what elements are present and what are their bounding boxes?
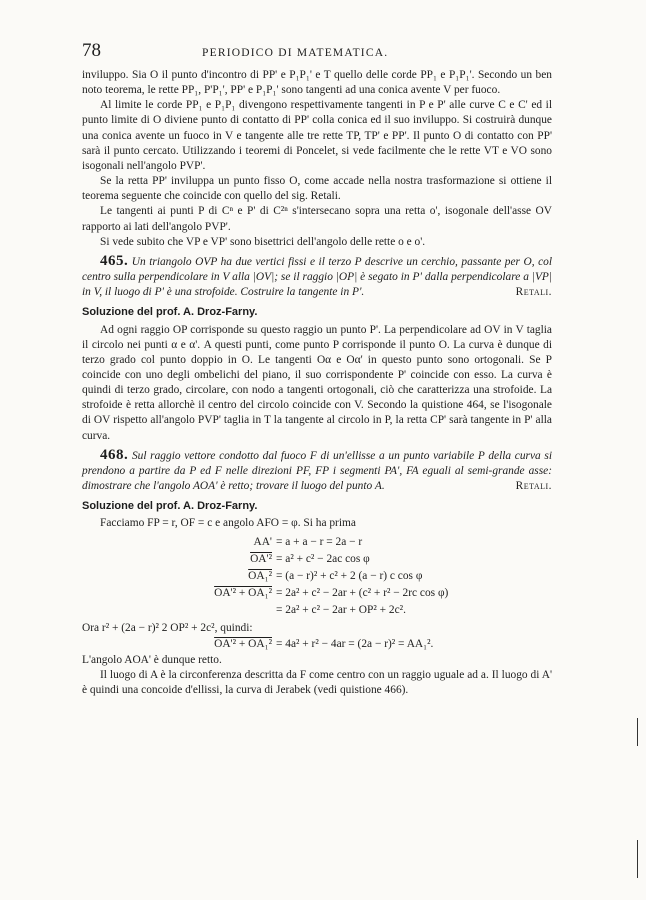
solution-heading: Soluzione del prof. A. Droz-Farny. <box>82 306 258 319</box>
equation-lhs: AA' <box>253 535 272 548</box>
problem-text: Sul raggio vettore condotto dal fuoco F di un'ellisse a un punto variabile P della curva si prendono a partire da P ed F nelle direzioni PF, FP i segmenti PA', FA eguali al semi-grande asse: dimostrare che l'angolo AOA' è retto; trovare il luogo del punto A. <box>82 449 552 493</box>
solution-text: Ad ogni raggio OP corrisponde su questo raggio un punto P'. La perpendicolare ad OV in V taglia il circolo nei punti α e α'. A questi punti, come punto P corrisponde il punto O. La curva è dunque di terzo grado col punto doppio in O. Le tangenti Oα e Oα' in questo punto sono ortogonali. Se P coincide con uno degli ombelichi del piano, il suo corrispondente P' coincide con esso. La curva è quindi di terzo grado, circolare, con nodo a tangenti ortogonali, ciò che caratterizza una strofoide. La strofoide è retta allorchè il centro del circolo coincide con V. Secondo la quistione 464, se l'isogonale di OV rispetto all'angolo PVP' taglia in T la tangente al circolo in P, la retta CP' sarà tangente in P' alla curva. <box>82 323 552 442</box>
solution-heading: Soluzione del prof. A. Droz-Farny. <box>82 500 258 513</box>
body-text <box>82 68 552 698</box>
equation-block <box>82 534 552 619</box>
equation-lhs <box>82 602 276 619</box>
equation-rhs: = a² + c² − 2ac cos φ <box>276 552 370 565</box>
problem-author: Retali. <box>515 480 552 493</box>
equation-lhs: OA'² + OA₁² <box>214 637 272 650</box>
paragraph: Il luogo di A è la circonferenza descritta da F come centro con un raggio uguale ad a. Il luogo di A' è quindi una concoide d'ellissi, la curva di Jerabek (vedi quistione 466). <box>82 668 552 696</box>
equation <box>82 534 552 551</box>
conclusion: L'angolo AOA' è dunque retto. <box>82 653 222 666</box>
paragraph: Al limite le corde PP₁ e P₁P₁ divengono respettivamente tangenti in P e P' alle curve C e C' ed il punto limite di O diviene punto di contatto di PP' colla conica ed il suo inviluppo. Si costruirà dunque una conica avente un fuoco in V e tangente alle tre rette TP, TP' e PP'. Il punto O di contatto con PP' sarà il punto cercato. Utilizzando i teoremi di Poncelet, si vede facilmente che le rette VT e VO sono isogonali nell'angolo PVP'. <box>82 99 552 172</box>
journal-title: PERIODICO DI MATEMATICA. <box>202 47 389 59</box>
equation <box>82 568 552 585</box>
edge-mark <box>637 840 638 878</box>
equation-text: Ora r² + (2a − r)² 2 OP² + 2c², quindi: <box>82 621 253 634</box>
equation-rhs: = 2a² + c² − 2ar + OP² + 2c². <box>276 603 406 616</box>
equation <box>82 551 552 568</box>
solution-intro: Facciamo FP = r, OF = c e angolo AFO = φ. Si ha prima <box>100 517 356 530</box>
equation-rhs: = (a − r)² + c² + 2 (a − r) c cos φ <box>276 569 423 582</box>
paragraph: Se la retta PP' inviluppa un punto fisso O, come accade nella nostra trasformazione si ottiene il teorema seguente che coincide con quello del sig. Retali. <box>82 175 552 203</box>
equation-lhs: OA'² + OA₁² <box>214 586 272 599</box>
problem-author: Retali. <box>515 286 552 299</box>
paragraph: inviluppo. Sia O il punto d'incontro di PP' e P₁P₁' e T quello delle corde PP₁ e P₁P₁'. Secondo un ben noto teorema, le rette PP₁, P'P₁', PP' e P₁P₁' sono tangenti ad una conica avente V per fuoco. <box>82 69 552 97</box>
page-number: 78 <box>82 40 101 61</box>
equation-rhs: = a + a − r = 2a − r <box>276 535 363 548</box>
problem-468 <box>82 448 552 494</box>
equation <box>82 636 552 653</box>
problem-text: Un triangolo OVP ha due vertici fissi e il terzo P descrive un cerchio, passante per O, col centro sulla perpendicolare in V alla |OV|; se il raggio |OP| è segato in P' dalla perpendicolare a |VP| in V, il luogo di P' è una strofoide. Costruire la tangente in P'. <box>82 255 552 299</box>
problem-number: 465. <box>100 252 129 269</box>
paragraph: Si vede subito che VP e VP' sono bisettrici dell'angolo delle rette o e o'. <box>100 235 426 248</box>
equation-rhs: = 4a² + r² − 4ar = (2a − r)² = AA₁². <box>276 637 434 650</box>
paragraph: Le tangenti ai punti P di Cⁿ e P' di C²ⁿ s'intersecano sopra una retta o', isogonale dell'asse OV rapporto ai lati dell'angolo PVP'. <box>82 205 552 233</box>
equation-lhs: OA'² <box>250 552 272 565</box>
edge-mark <box>637 718 638 746</box>
equation-lhs: OA₁² <box>248 569 272 582</box>
equation <box>82 585 552 602</box>
problem-465 <box>82 254 552 300</box>
equation <box>82 602 552 619</box>
problem-number: 468. <box>100 446 129 463</box>
running-header <box>82 40 552 62</box>
page <box>82 40 552 698</box>
equation-rhs: = 2a² + c² − 2ar + (c² + r² − 2rc cos φ) <box>276 586 449 599</box>
